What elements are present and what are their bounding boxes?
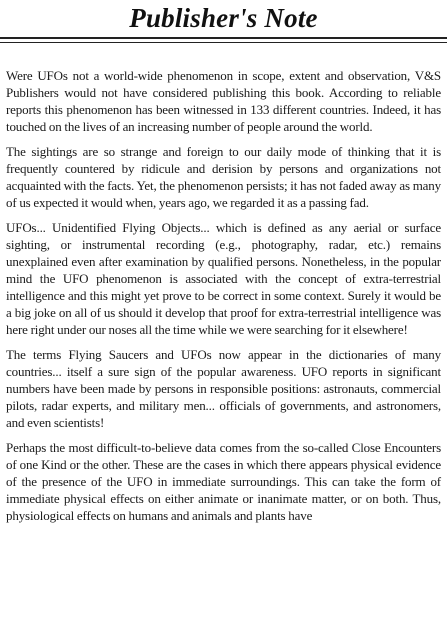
body-text xyxy=(6,67,441,532)
header-rule-thin xyxy=(0,42,447,43)
paragraph-3: UFOs... Unidentified Flying Objects... which is defined as any aerial or surface sighting, or instrumental recording (e.g., photography, radar, etc.) remains unexplained even after examination by qualified persons. Nonetheless, in the popular mind the UFO phenomenon is associated with the concept of extra-terrestrial intelligence and this might yet prove to be correct in some context. Surely it would be a big joke on all of us should it develop that proof for extra-terrestrial intelligence was here right under our noses all the time while we were searching for it elsewhere! xyxy=(6,220,441,337)
page-header xyxy=(0,0,447,46)
paragraph-5: Perhaps the most difficult-to-believe data comes from the so-called Close Encounters of one Kind or the other. These are the cases in which there appears physical evidence of the presence of the UFO in immediate surroundings. This can take the form of immediate physical effects on either animate or inanimate matter, or on both. Thus, physiological effects on humans and animals and plants have xyxy=(6,440,441,523)
page-title: Publisher's Note xyxy=(129,3,318,33)
header-rule-thick xyxy=(0,37,447,39)
paragraph-2: The sightings are so strange and foreign to our daily mode of thinking that it is frequently countered by ridicule and derision by persons and organizations not acquainted with the facts. Yet, the phenomenon persists; it has not faded away as many of us expected it would when, years ago, we regarded it as a passing fad. xyxy=(6,144,441,210)
paragraph-1: Were UFOs not a world-wide phenomenon in scope, extent and observation, V&S Publishers would not have considered publishing this book. According to reliable reports this phenomenon has been witnessed in 133 different countries. Indeed, it has touched on the lives of an increasing number of people around the world. xyxy=(6,68,441,134)
paragraph-4: The terms Flying Saucers and UFOs now appear in the dictionaries of many countries... itself a sure sign of the popular awareness. UFO reports in significant numbers have been made by persons in responsible positions: astronauts, commercial pilots, radar experts, and military men... officials of governments, and astronomers, and even scientists! xyxy=(6,347,441,430)
